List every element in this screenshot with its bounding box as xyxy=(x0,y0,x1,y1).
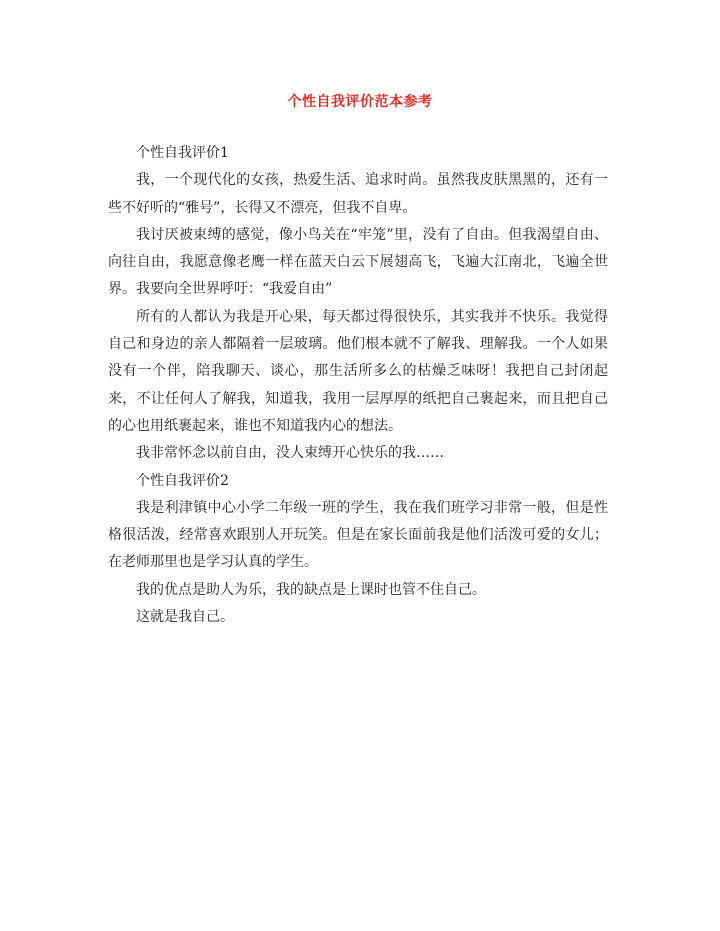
body-paragraph: 这就是我自己。 xyxy=(136,609,234,626)
body-paragraph: 我是利津镇中心小学二年级一班的学生，我在我们班学习非常一般，但是性格很活泼，经常喜欢跟别人开玩笑。但是在家长面前我是他们活泼可爱的女儿；在老师那里也是学习认真的学生。 xyxy=(108,499,608,571)
section-heading-1: 个性自我评价1 xyxy=(136,145,229,161)
document-body xyxy=(108,140,608,631)
body-paragraph: 我非常怀念以前自由，没人束缚开心快乐的我…… xyxy=(136,445,444,462)
body-paragraph: 我的优点是助人为乐，我的缺点是上课时也管不住自己。 xyxy=(136,581,486,598)
document-title: 个性自我评价范本参考 xyxy=(287,94,433,110)
section-heading-2: 个性自我评价2 xyxy=(136,472,229,489)
body-paragraph: 所有的人都认为我是开心果，每天都过得很快乐，其实我并不快乐。我觉得自己和身边的亲人都隔着一层玻璃。他们根本就不了解我、理解我。一个人如果没有一个伴，陪我聊天、谈心，那生活所多么的枯燥乏味呀！我把自己封闭起来，不让任何人了解我，知道我，我用一层厚厚的纸把自己裹起来，而且把自己的心也用纸裹起来，谁也不知道我内心的想法。 xyxy=(108,308,608,434)
body-paragraph: 我，一个现代化的女孩，热爱生活、追求时尚。虽然我皮肤黑黑的，还有一些不好听的“雅号”，长得又不漂亮，但我不自卑。 xyxy=(108,172,608,216)
body-paragraph: 我讨厌被束缚的感觉，像小鸟关在“牢笼”里，没有了自由。但我渴望自由、向往自由，我愿意像老鹰一样在蓝天白云下展翅高飞，飞遍大江南北，飞遍全世界。我要向全世界呼吁：“我爱自由” xyxy=(108,226,608,298)
